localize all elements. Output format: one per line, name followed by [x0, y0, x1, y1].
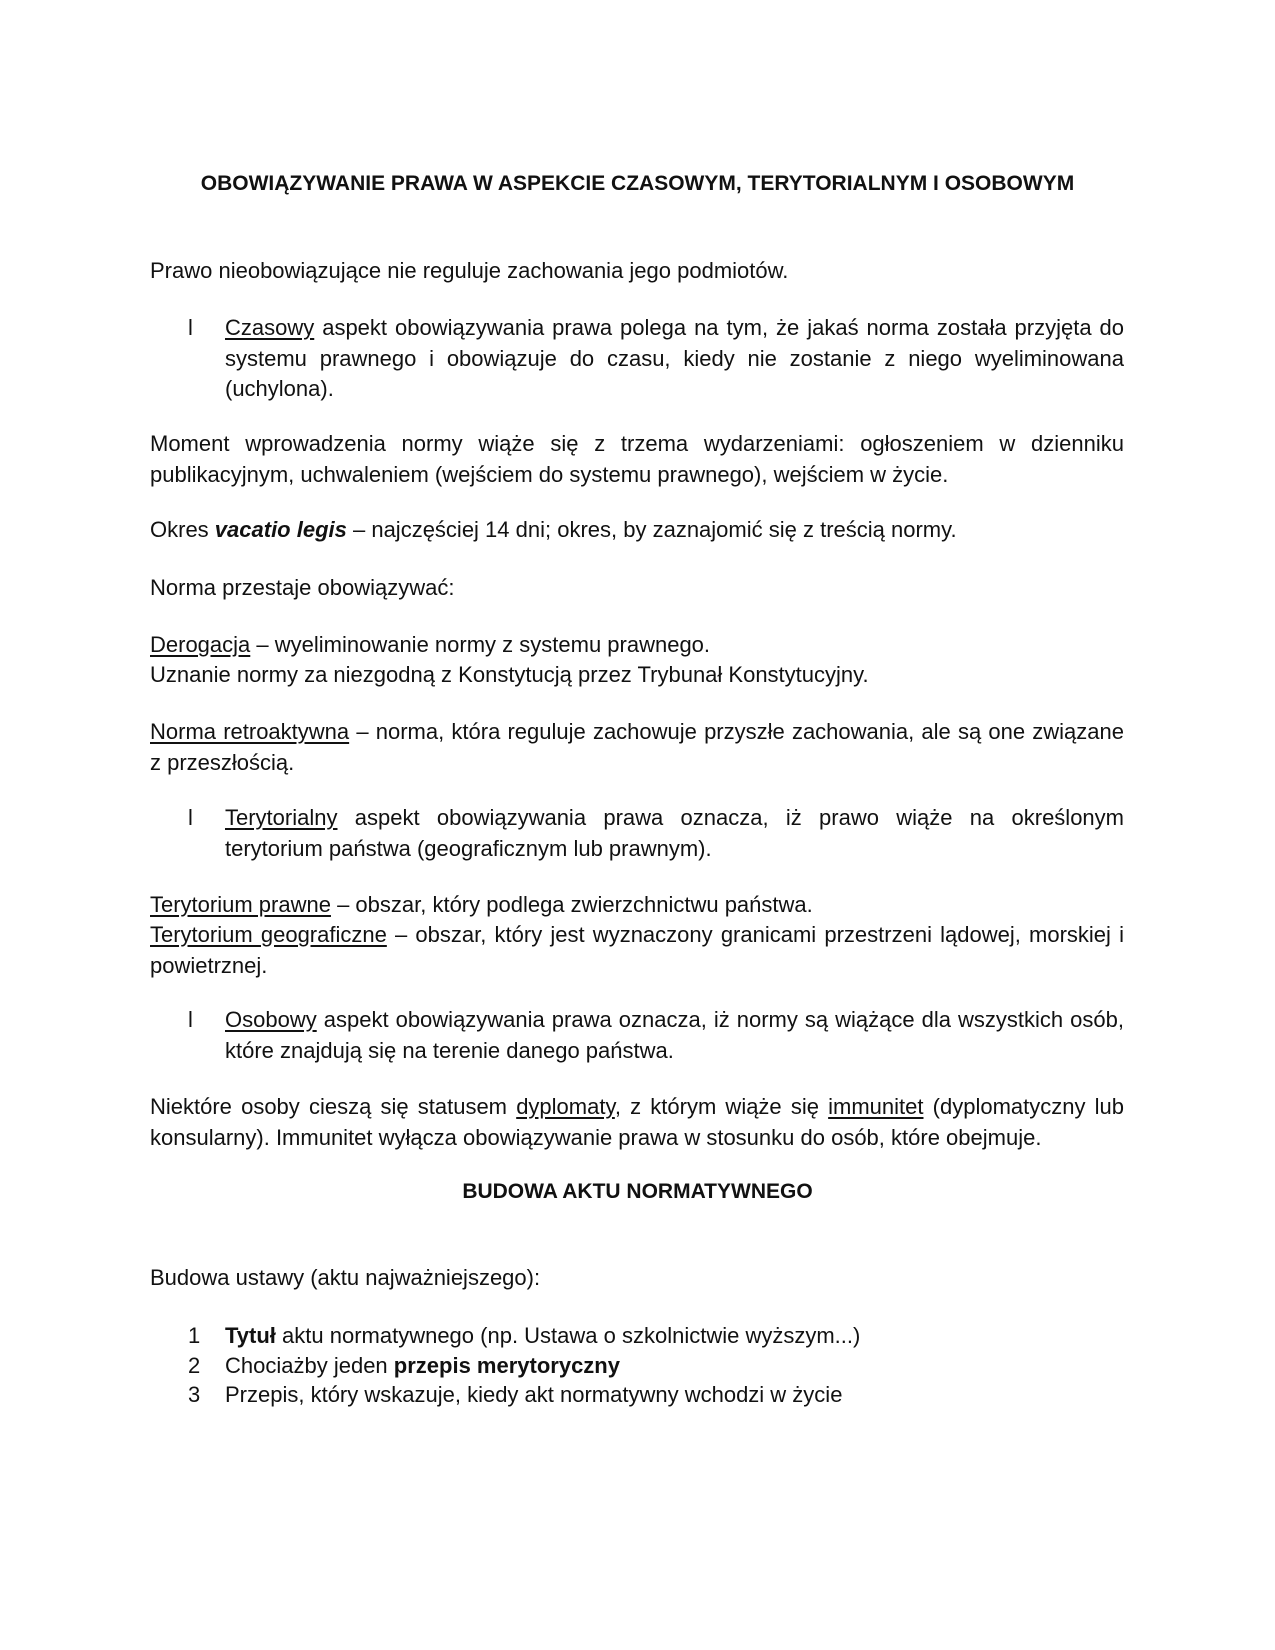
budowa-intro-paragraph: Budowa ustawy (aktu najważniejszego):	[150, 1265, 541, 1290]
list-item	[150, 1380, 1124, 1411]
czasowy-text: Czasowy aspekt obowiązywania prawa polega na tym, że jakaś norma została przyjęta do systemu prawnego i obowiązuje do czasu, kiedy nie zostanie z niego wyeliminowana (uchylona).	[225, 315, 1124, 401]
czasowy-term: Czasowy	[225, 315, 315, 340]
uznanie-paragraph: Uznanie normy za niezgodną z Konstytucją przez Trybunał Konstytucyjny.	[150, 662, 869, 687]
bullet-marker: l	[188, 805, 193, 830]
section-heading: BUDOWA AKTU NORMATYWNEGO	[462, 1180, 813, 1203]
bullet-marker: l	[188, 315, 193, 340]
list-number: 1	[188, 1323, 201, 1348]
derogacja-paragraph: Derogacja – wyeliminowanie normy z systemu prawnego.	[150, 632, 711, 657]
niektore-paragraph: Niektóre osoby cieszą się statusem dyplomaty, z którym wiąże się immunitet (dyplomatyczny lub konsularny). Immunitet wyłącza obowiązywanie prawa w stosunku do osób, które obejmuje.	[150, 1094, 1124, 1150]
list-number: 3	[188, 1382, 201, 1407]
list-number: 2	[188, 1353, 201, 1378]
list-item	[150, 1321, 1124, 1352]
retro-term: Norma retroaktywna	[150, 719, 350, 744]
terytorialny-term: Terytorialny	[225, 805, 338, 830]
norma-przestaje-paragraph: Norma przestaje obowiązywać:	[150, 575, 455, 600]
moment-paragraph: Moment wprowadzenia normy wiąże się z trzema wydarzeniami: ogłoszeniem w dzienniku publikacyjnym, uchwaleniem (wejściem do systemu prawnego), wejściem w życie.	[150, 431, 1124, 487]
vacatio-paragraph: Okres vacatio legis – najczęściej 14 dni; okres, by zaznajomić się z treścią normy.	[150, 517, 957, 542]
list-item-text: Przepis, który wskazuje, kiedy akt normatywny wchodzi w życie	[225, 1382, 843, 1407]
osobowy-text: Osobowy aspekt obowiązywania prawa oznacza, iż normy są wiążące dla wszystkich osób, które znajdują się na terenie danego państwa.	[225, 1007, 1124, 1063]
czasowy-bullet	[150, 313, 1124, 405]
page-title: OBOWIĄZYWANIE PRAWA W ASPEKCIE CZASOWYM, TERYTORIALNYM I OSOBOWYM	[200, 172, 1075, 195]
bullet-marker: l	[188, 1007, 193, 1032]
teryt-prawne-paragraph: Terytorium prawne – obszar, który podlega zwierzchnictwu państwa.	[150, 892, 813, 917]
osobowy-term: Osobowy	[225, 1007, 317, 1032]
derogacja-term: Derogacja	[150, 632, 251, 657]
terytorialny-bullet	[150, 803, 1124, 864]
list-item-text: Chociażby jeden przepis merytoryczny	[225, 1353, 620, 1378]
intro-paragraph: Prawo nieobowiązujące nie reguluje zachowania jego podmiotów.	[150, 258, 789, 283]
immunitet-term: immunitet	[828, 1094, 924, 1119]
terytorialny-text: Terytorialny aspekt obowiązywania prawa oznacza, iż prawo wiąże na określonym terytorium państwa (geograficznym lub prawnym).	[225, 805, 1124, 861]
retro-paragraph: Norma retroaktywna – norma, która reguluje zachowuje przyszłe zachowania, ale są one związane z przeszłością.	[150, 719, 1124, 775]
dyplomaty-term: dyplomaty	[516, 1094, 615, 1119]
list-item-text: Tytuł aktu normatywnego (np. Ustawa o szkolnictwie wyższym...)	[225, 1323, 861, 1348]
vacatio-term: vacatio legis	[214, 517, 347, 542]
osobowy-bullet	[150, 1005, 1124, 1066]
teryt-geo-paragraph: Terytorium geograficzne – obszar, który jest wyznaczony granicami przestrzeni lądowej, morskiej i powietrznej.	[150, 922, 1124, 978]
teryt-prawne-term: Terytorium prawne	[150, 892, 331, 917]
list-item	[150, 1351, 1124, 1382]
teryt-geo-term: Terytorium geograficzne	[150, 922, 387, 947]
